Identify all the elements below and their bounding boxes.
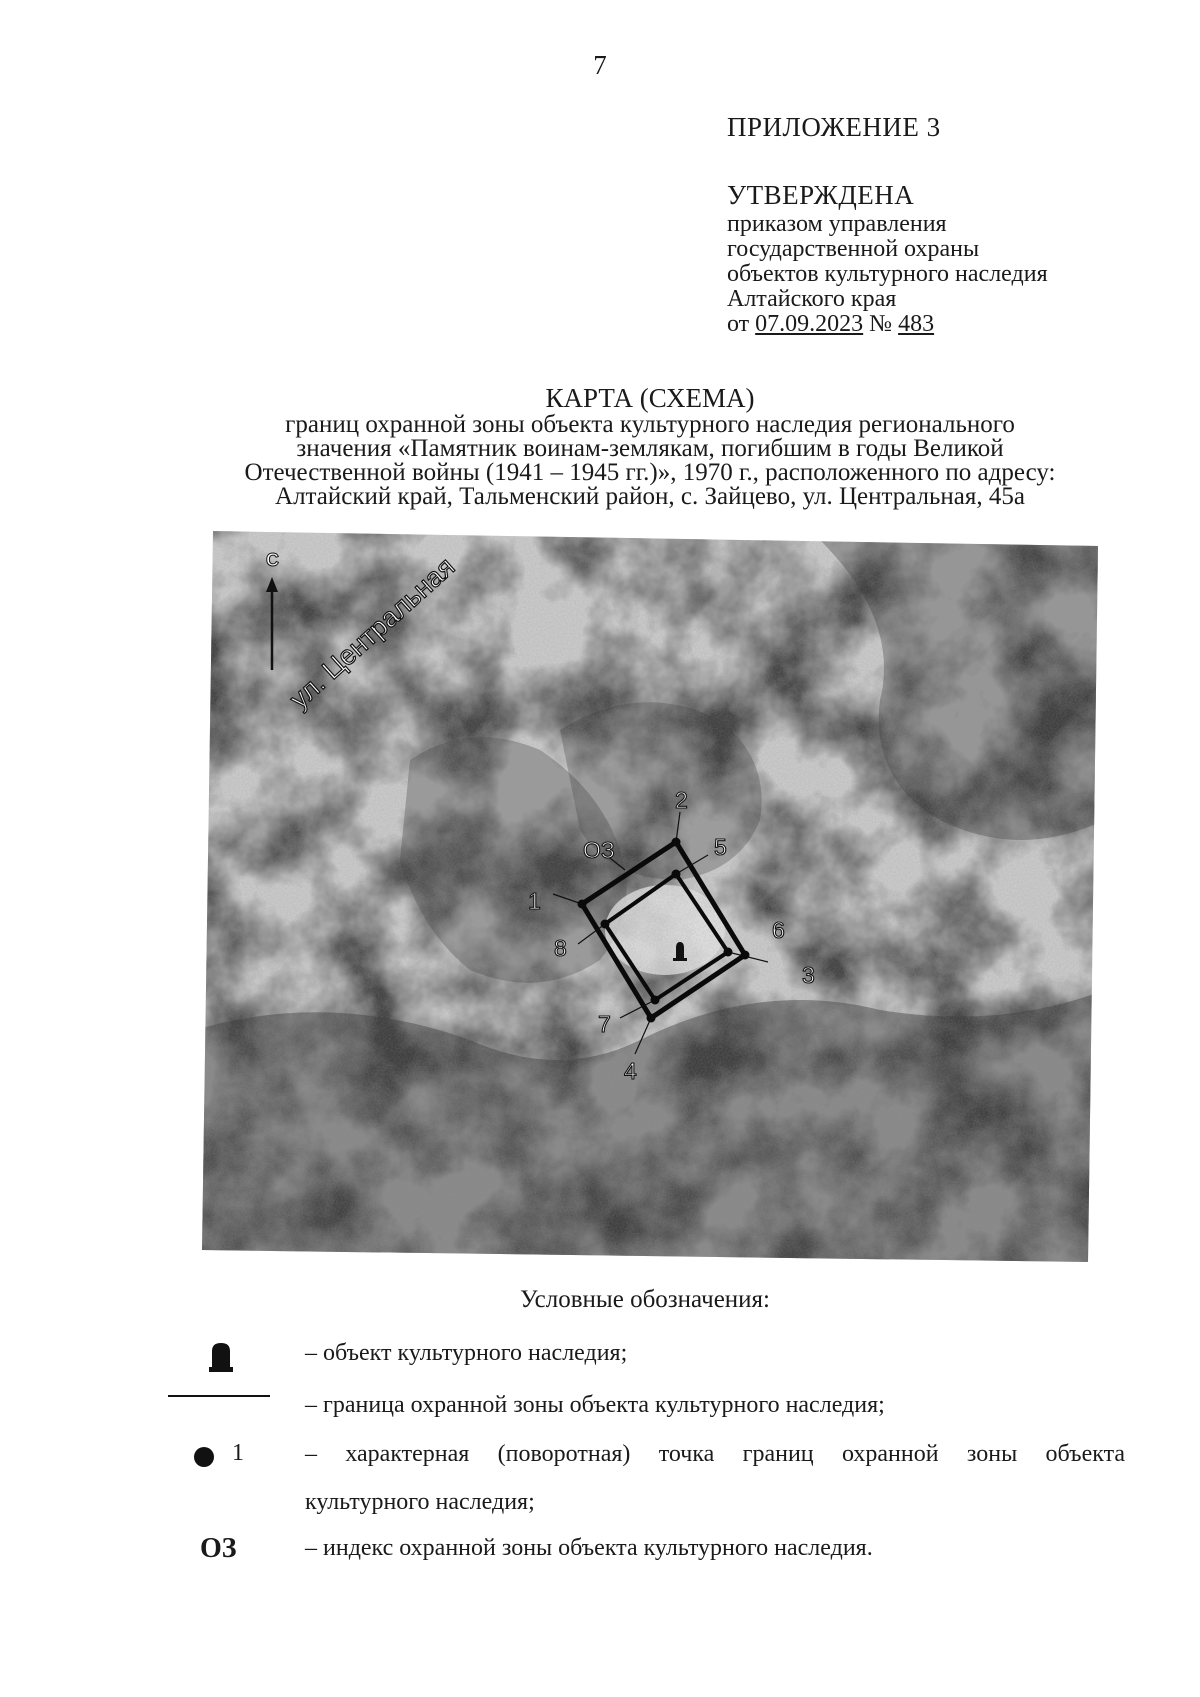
map-title-line: Алтайский край, Тальменский район, с. Зайцево, ул. Центральная, 45а bbox=[275, 483, 1025, 510]
point-label-7: 7 bbox=[598, 1011, 611, 1037]
point-label-1: 1 bbox=[528, 888, 541, 914]
map-title-line: значения «Памятник воинам-землякам, погибшим в годы Великой bbox=[296, 435, 1004, 462]
point-marker-6 bbox=[724, 948, 733, 957]
map-title-line: Отечественной войны (1941 – 1945 гг.)», 1970 г., расположенного по адресу: bbox=[244, 459, 1056, 486]
street-label: ул. Центральная bbox=[283, 551, 461, 715]
point-marker-1 bbox=[578, 900, 587, 909]
legend-boundary-line bbox=[168, 1395, 270, 1397]
point-label-2: 2 bbox=[675, 787, 688, 813]
legend-text-boundary: – граница охранной зоны объекта культурного наследия; bbox=[305, 1392, 885, 1418]
map-heading: КАРТА (СХЕМА) bbox=[545, 383, 755, 413]
legend-text-point-line1: – характерная (поворотная) точка границ охранной зоны объекта bbox=[305, 1441, 1125, 1467]
legend-monument-icon bbox=[208, 1341, 234, 1373]
point-marker-8 bbox=[601, 920, 610, 929]
approval-title: УТВЕРЖДЕНА bbox=[727, 180, 915, 210]
legend-title: Условные обозначения: bbox=[519, 1286, 771, 1313]
point-label-3: 3 bbox=[802, 962, 815, 988]
number-prefix: № bbox=[869, 311, 893, 337]
appendix-label: ПРИЛОЖЕНИЕ 3 bbox=[727, 112, 941, 142]
legend-point-number: 1 bbox=[232, 1440, 244, 1466]
aerial-photo bbox=[195, 525, 1105, 1270]
north-label: С bbox=[266, 550, 279, 570]
point-marker-7 bbox=[651, 996, 660, 1005]
approval-date: 07.09.2023 bbox=[755, 311, 864, 337]
point-marker-5 bbox=[672, 870, 681, 879]
approval-line: государственной охраны bbox=[727, 236, 980, 262]
legend-text-monument: – объект культурного наследия; bbox=[305, 1340, 628, 1366]
point-label-5: 5 bbox=[714, 834, 727, 860]
approval-line: приказом управления bbox=[727, 211, 947, 237]
point-label-6: 6 bbox=[772, 917, 785, 943]
map-title-line: границ охранной зоны объекта культурного наследия регионального bbox=[285, 411, 1015, 438]
legend-text-zone-index: – индекс охранной зоны объекта культурного наследия. bbox=[305, 1535, 873, 1561]
page-number: 7 bbox=[593, 50, 607, 80]
legend-point-marker bbox=[194, 1447, 214, 1467]
approval-line: объектов культурного наследия bbox=[727, 261, 1048, 287]
point-marker-4 bbox=[647, 1014, 656, 1023]
approval-line: Алтайского края bbox=[727, 286, 897, 312]
zone-index-label: ОЗ bbox=[583, 837, 615, 863]
point-label-4: 4 bbox=[624, 1058, 637, 1084]
legend-zone-index: ОЗ bbox=[200, 1533, 237, 1564]
legend-text-point-line2: культурного наследия; bbox=[305, 1489, 535, 1515]
approval-number: 483 bbox=[898, 311, 935, 337]
point-marker-2 bbox=[672, 838, 681, 847]
point-label-8: 8 bbox=[554, 935, 567, 961]
date-prefix: от bbox=[727, 311, 750, 337]
point-marker-3 bbox=[741, 951, 750, 960]
